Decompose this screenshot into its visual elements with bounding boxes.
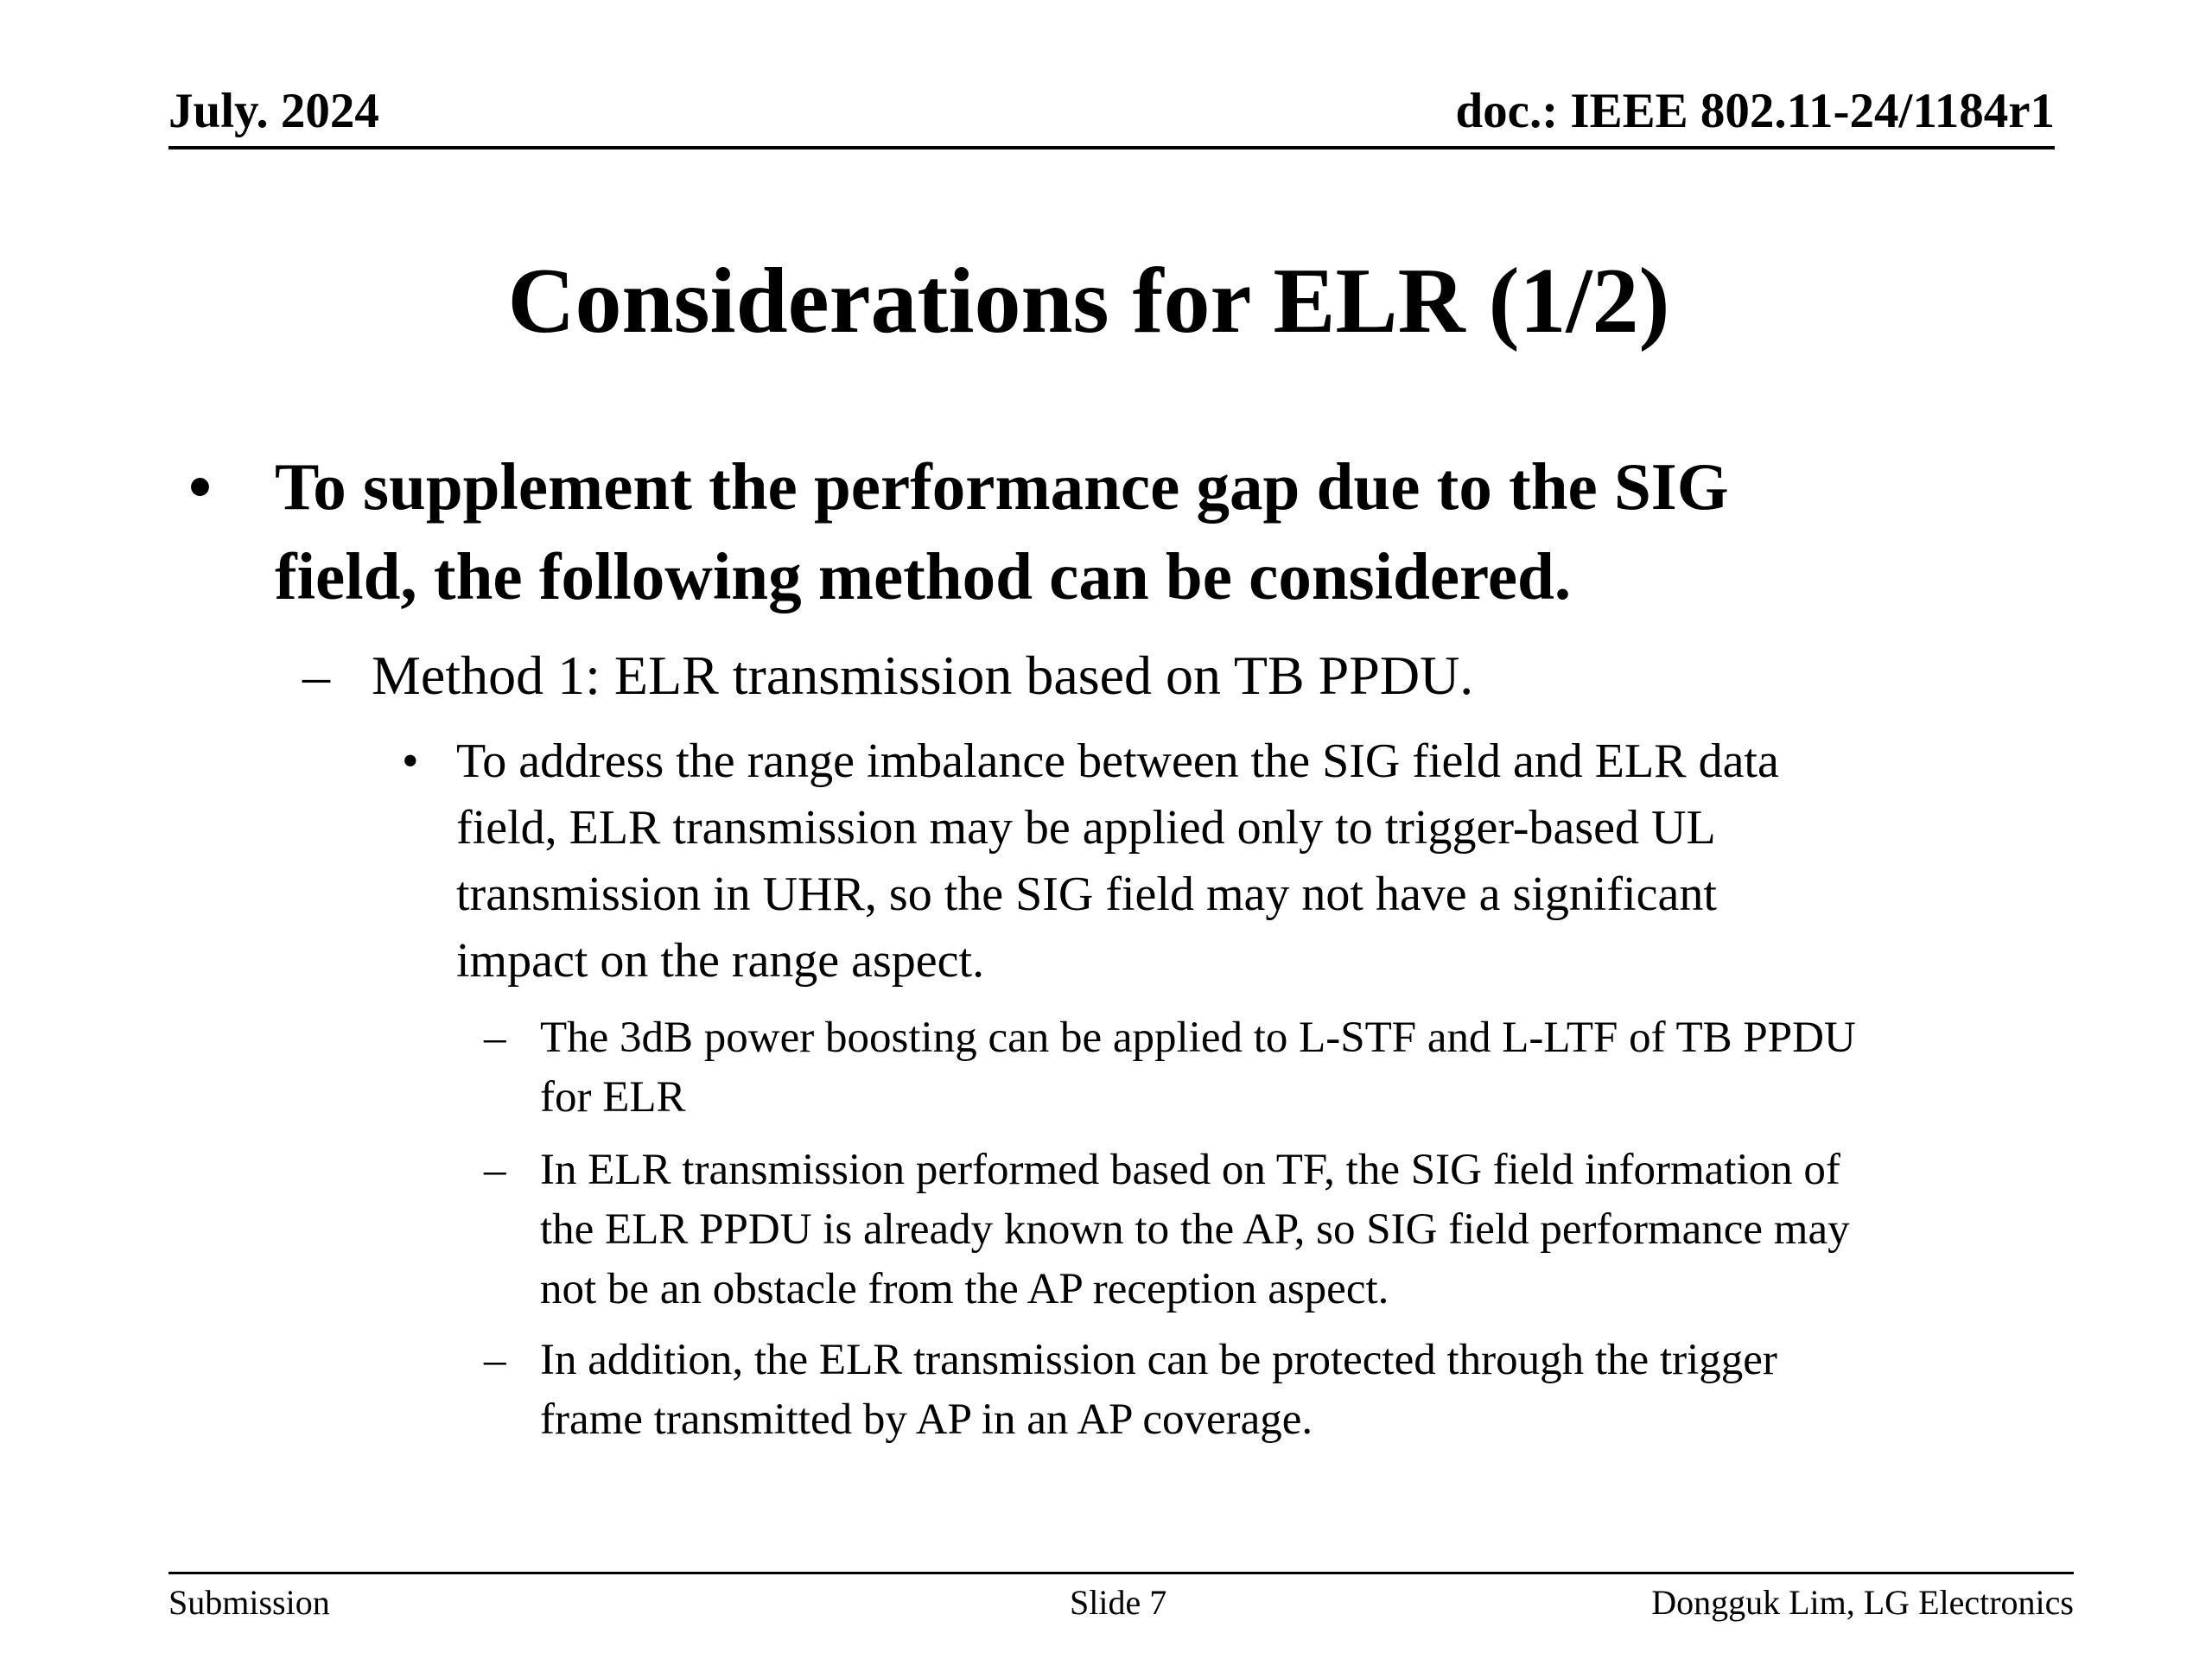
footer-submission: Submission <box>168 1583 330 1622</box>
footer-author: Dongguk Lim, LG Electronics <box>1651 1583 2074 1622</box>
header-date: July. 2024 <box>168 84 379 138</box>
level4-line: In ELR transmission performed based on TF, the SIG field information of <box>540 1146 1840 1194</box>
level4-dash: – <box>484 1336 506 1384</box>
level3-bullet: • <box>402 734 419 788</box>
level4-dash: – <box>484 1146 506 1194</box>
footer-divider <box>168 1572 2074 1574</box>
level1-line: To supplement the performance gap due to the SIG <box>275 449 1729 524</box>
level4-dash: – <box>484 1014 506 1062</box>
level2-dash: – <box>302 645 330 706</box>
level4-line: In addition, the ELR transmission can be protected through the trigger <box>540 1336 1777 1384</box>
level1-bullet: • <box>188 449 212 524</box>
level3-line: impact on the range aspect. <box>456 934 985 988</box>
header-doc-id: doc.: IEEE 802.11-24/1184r1 <box>1455 84 2055 138</box>
header-divider <box>168 146 2055 149</box>
level4-line: the ELR PPDU is already known to the AP, so SIG field performance may <box>540 1205 1850 1254</box>
level4-line: for ELR <box>540 1073 686 1122</box>
level3-line: transmission in UHR, so the SIG field may not have a significant <box>456 868 1717 921</box>
level4-line: frame transmitted by AP in an AP coverage. <box>540 1395 1313 1444</box>
slide-title: Considerations for ELR (1/2) <box>507 250 1670 353</box>
level4-line: not be an obstacle from the AP reception aspect. <box>540 1265 1389 1313</box>
footer-slide-number: Slide 7 <box>1070 1583 1167 1622</box>
level2-line: Method 1: ELR transmission based on TB PPDU. <box>372 645 1474 706</box>
level3-line: To address the range imbalance between the SIG field and ELR data <box>456 734 1779 788</box>
level4-line: The 3dB power boosting can be applied to L-STF and L-LTF of TB PPDU <box>540 1014 1856 1062</box>
level1-line: field, the following method can be considered. <box>275 539 1572 613</box>
level3-line: field, ELR transmission may be applied only to trigger-based UL <box>456 801 1716 855</box>
